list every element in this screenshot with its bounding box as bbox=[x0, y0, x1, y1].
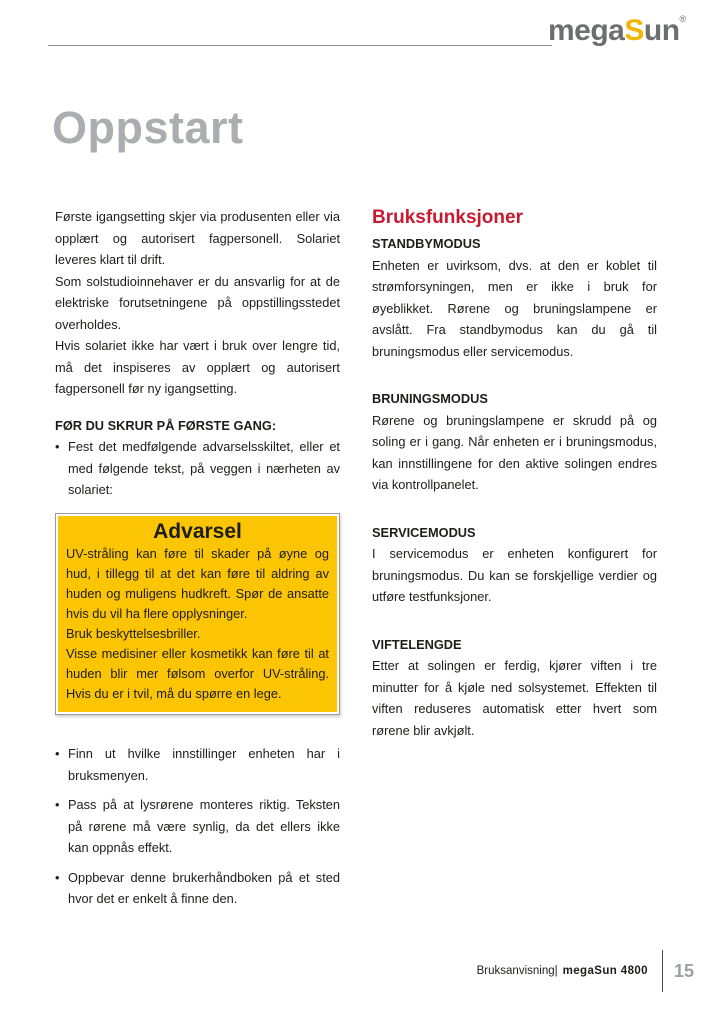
modus-body: Rørene og bruningslampene er skrudd på og soling er i gang. Når enheten er i bruningsmodus, kan innstillingene for den aktive solingen endres via kontrollpanelet. bbox=[372, 412, 657, 492]
header-rule bbox=[48, 45, 552, 46]
modus-body: Etter at solingen er ferdig, kjører viften i tre minutter for å kjøle ned solsystemet. Effekten til viften reduseres automatisk etter hvert som rørene blir avkjølt. bbox=[372, 658, 657, 738]
intro-paragraph: Første igangsetting skjer via produsenten eller via opplært og autorisert fagpersonell. Solariet leveres klart til drift. bbox=[55, 209, 340, 267]
modus-section-standby bbox=[372, 233, 657, 362]
modus-title: SERVICEMODUS bbox=[372, 524, 476, 540]
bullet-icon: • bbox=[55, 869, 60, 885]
warning-text: Visse medisiner eller kosmetikk kan føre til at huden blir mer følsom overfor UV-stråling. Hvis du er i tvil, må du spørre en lege. bbox=[66, 646, 329, 701]
bullet-icon: • bbox=[55, 746, 60, 761]
warning-text: UV-stråling kan føre til skader på øyne og hud, i tillegg til at det kan føre til aldring av huden og muligens hudkreft. Spør de ansatte hvis du vil ha flere opplysninger. bbox=[66, 546, 329, 621]
list-item bbox=[55, 867, 340, 910]
right-column bbox=[372, 206, 657, 741]
list-item bbox=[55, 794, 340, 859]
page-number: 15 bbox=[673, 960, 694, 981]
modus-section-service bbox=[372, 522, 657, 608]
modus-title: BRUNINGSMODUS bbox=[372, 391, 488, 406]
modus-body: I servicemodus er enheten konfigurert for bruningsmodus. Du kan se forskjellige verdier og utføre testfunksjoner. bbox=[372, 546, 657, 604]
warning-box-inner bbox=[58, 516, 337, 713]
warning-box bbox=[55, 513, 340, 716]
intro-paragraph: Hvis solariet ikke har vært i bruk over lengre tid, må det inspiseres av opplært og autorisert fagpersonell før ny igangsetting. bbox=[55, 338, 340, 396]
megasun-logo bbox=[548, 14, 686, 48]
logo-text-un: un bbox=[643, 14, 680, 47]
footer-doc-label: Bruksanvisning| bbox=[476, 965, 558, 977]
modus-title: VIFTELENGDE bbox=[372, 636, 462, 652]
logo-text-mega: mega bbox=[548, 14, 625, 47]
warning-title: Advarsel bbox=[153, 519, 242, 543]
modus-title: STANDBYMODUS bbox=[372, 236, 481, 251]
page-title: Oppstart bbox=[52, 102, 244, 153]
logo-text-s: S bbox=[624, 14, 644, 47]
first-start-heading: FØR DU SKRUR PÅ FØRSTE GANG: bbox=[55, 417, 277, 433]
list-item-text: Fest det medfølgende advarselsskiltet, eller et med følgende tekst, på veggen i nærheten av solariet: bbox=[68, 439, 340, 497]
registered-trademark-icon: ® bbox=[679, 14, 687, 24]
modus-section-viftelengde bbox=[372, 634, 657, 742]
intro-paragraph: Som solstudioinnehaver er du ansvarlig for at de elektriske forutsetningene på oppstillingsstedet overholdes. bbox=[55, 273, 340, 332]
footer-divider bbox=[662, 950, 663, 992]
list-item bbox=[55, 743, 340, 786]
bullet-icon: • bbox=[55, 439, 60, 454]
list-item-text: Finn ut hvilke innstillinger enheten har i bruksmenyen. bbox=[68, 746, 340, 783]
modus-body: Enheten er uvirksom, dvs. at den er koblet til strømforsyningen, men er ikke i bruk for øyeblikket. Rørene og bruningslampene er avslått. Fra standbymodus kan du gå til bruningsmodus eller servicemodus. bbox=[372, 257, 657, 359]
bullet-icon: • bbox=[55, 797, 60, 812]
left-column bbox=[55, 206, 340, 910]
list-item bbox=[55, 436, 340, 501]
warning-text: Bruk beskyttelsesbriller. bbox=[66, 626, 201, 641]
list-item-text: Oppbevar denne brukerhåndboken på et sted hvor det er enkelt å finne den. bbox=[68, 869, 340, 906]
modus-section-bruning bbox=[372, 388, 657, 496]
section-heading: Bruksfunksjoner bbox=[372, 207, 523, 228]
checklist bbox=[55, 743, 340, 910]
footer-doc-title: megaSun 4800 bbox=[562, 965, 648, 977]
list-item-text: Pass på at lysrørene monteres riktig. Teksten på rørene må være synlig, da det ellers ikke kan oppnås effekt. bbox=[68, 797, 340, 855]
page-footer bbox=[477, 948, 694, 994]
